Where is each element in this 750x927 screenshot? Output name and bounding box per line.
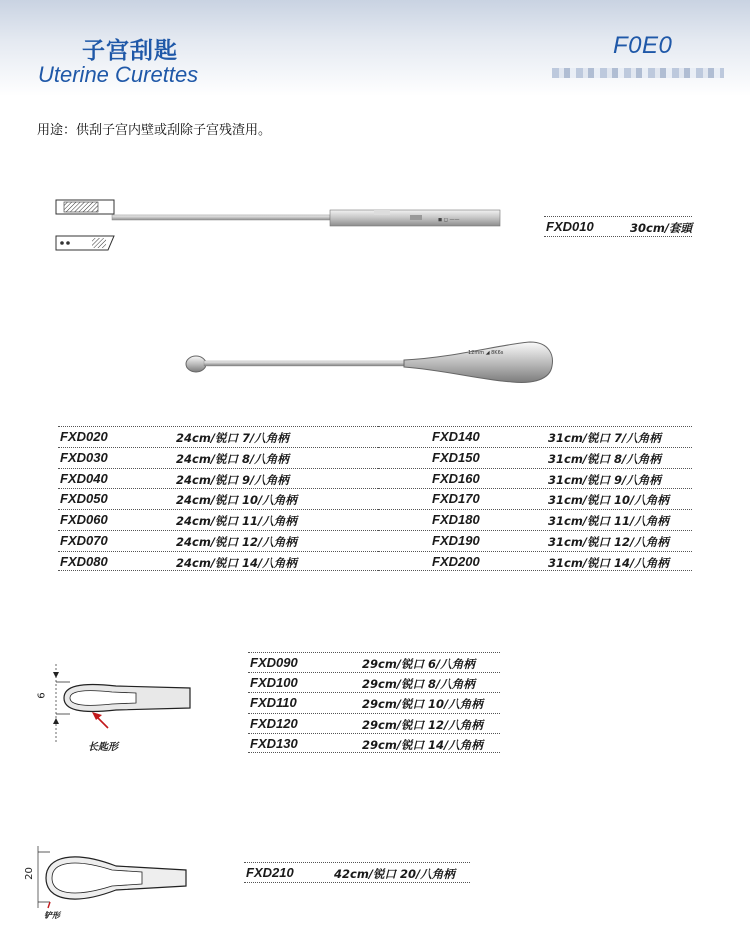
product-code: FXD060 [60, 512, 108, 528]
product-code: FXD080 [60, 553, 108, 569]
product-code: FXD110 [250, 695, 297, 711]
table-row [248, 692, 500, 713]
product-code: FXD160 [432, 470, 480, 486]
table-row [378, 551, 692, 572]
product-spec: 24cm/锐口 14/八角柄 [176, 555, 297, 570]
product-code: FXD040 [60, 470, 108, 486]
curette-tip [186, 356, 206, 372]
diagram-caption: 铲形 [44, 911, 60, 920]
table-row [248, 713, 500, 734]
svg-text:12mm ◢ 8K6s: 12mm ◢ 8K6s [468, 350, 504, 356]
table-row [378, 468, 692, 489]
product-spec: 29cm/锐口 8/八角柄 [362, 677, 475, 692]
curette-handle [404, 342, 552, 382]
curette-shaft [204, 361, 404, 366]
product-code: FXD010 [546, 219, 594, 234]
product-code: FXD130 [250, 735, 298, 751]
product-spec: 24cm/锐口 9/八角柄 [176, 472, 289, 487]
table-row [378, 447, 692, 468]
page-title-english: Uterine Curettes [38, 62, 199, 87]
product-spec: 31cm/锐口 7/八角柄 [548, 431, 661, 445]
blurred-watermark [552, 68, 724, 78]
oval-scoop-diagram [23, 842, 196, 912]
product-code: FXD120 [250, 715, 298, 731]
tip-detail-side [56, 236, 114, 250]
usage-description: 用途：供刮子宫内壁或刮除子宫残渣用。 [37, 123, 272, 138]
table-row [58, 551, 378, 572]
product-spec: 31cm/锐口 11/八角柄 [548, 514, 669, 529]
product-spec: 24cm/锐口 11/八角柄 [176, 514, 297, 529]
table-row [378, 488, 692, 509]
dimension-label: 6 [36, 692, 48, 699]
product-code: FXD070 [60, 533, 108, 548]
table-row [58, 468, 378, 489]
product-code: FXD090 [250, 655, 298, 670]
product-spec: 42cm/锐口 20/八角柄 [334, 867, 455, 881]
product-spec: 24cm/锐口 8/八角柄 [176, 451, 289, 466]
product-code: FXD210 [246, 865, 294, 880]
table-row [58, 509, 378, 530]
product-spec: 29cm/锐口 12/八角柄 [362, 717, 483, 732]
curette-fxd010-illustration [52, 196, 512, 256]
product-spec: 31cm/锐口 9/八角柄 [548, 472, 661, 487]
page-title-chinese: 子宫刮匙 [82, 38, 178, 64]
product-spec: 29cm/锐口 14/八角柄 [362, 737, 483, 752]
table-row [244, 862, 470, 883]
product-code: FXD020 [60, 429, 108, 444]
product-spec: 30cm/套頭 [630, 221, 693, 235]
table-row [378, 426, 692, 447]
table-row [378, 509, 692, 530]
product-code: FXD180 [432, 512, 480, 528]
dimension-label: 20 [23, 867, 35, 880]
product-code: FXD200 [432, 553, 480, 569]
long-spoon-tip-diagram [40, 658, 200, 750]
product-code: FXD140 [432, 429, 480, 444]
product-code: FXD100 [250, 675, 298, 691]
product-code: FXD030 [60, 449, 108, 465]
shaft [112, 210, 500, 226]
table-row [248, 652, 500, 673]
product-spec: 29cm/锐口 10/八角柄 [362, 697, 483, 712]
product-code: FXD050 [60, 491, 108, 507]
table-row [58, 488, 378, 509]
product-code: FXD190 [432, 533, 480, 548]
table-row [248, 733, 500, 754]
table-row [248, 672, 500, 693]
tip-detail-top [56, 200, 114, 214]
catalog-code: F0E0 [613, 32, 673, 59]
product-spec: 24cm/锐口 10/八角柄 [176, 493, 297, 508]
product-spec: 29cm/锐口 6/八角柄 [362, 657, 475, 671]
product-spec: 31cm/锐口 10/八角柄 [548, 493, 669, 508]
table-row [58, 426, 378, 447]
curette-octagonal-handle-illustration [182, 336, 554, 394]
catalog-header-band [0, 0, 750, 96]
table-row [58, 530, 378, 551]
product-spec: 24cm/锐口 12/八角柄 [176, 535, 297, 549]
product-code: FXD170 [432, 491, 480, 507]
product-spec: 31cm/锐口 12/八角柄 [548, 535, 669, 549]
product-spec: 24cm/锐口 7/八角柄 [176, 431, 289, 445]
diagram-caption: 长匙形 [88, 742, 118, 753]
table-row [378, 530, 692, 551]
product-spec: 31cm/锐口 8/八角柄 [548, 451, 661, 466]
product-code: FXD150 [432, 449, 480, 465]
table-row [544, 216, 692, 237]
product-spec: 31cm/锐口 14/八角柄 [548, 555, 669, 570]
table-row [58, 447, 378, 468]
svg-text:◼ ◻ ——: ◼ ◻ —— [438, 217, 460, 223]
